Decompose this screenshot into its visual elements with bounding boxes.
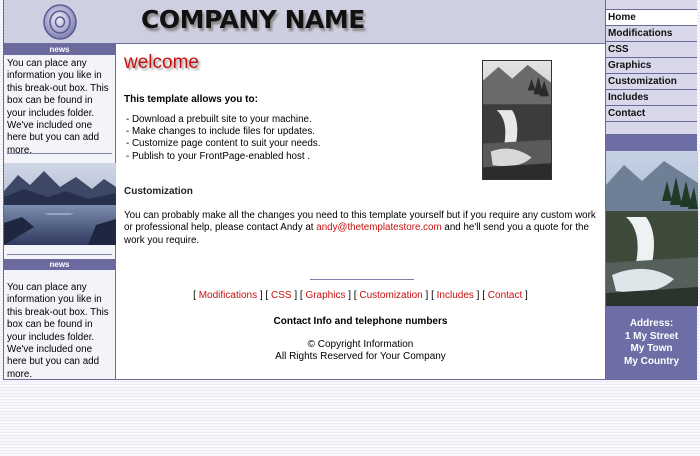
footer-link-customization[interactable]: Customization xyxy=(359,290,423,301)
lake-mountains-image xyxy=(4,163,116,245)
news-heading: news xyxy=(4,44,115,55)
nav-item-includes[interactable]: Includes xyxy=(606,90,697,106)
footer-link-includes[interactable]: Includes xyxy=(436,290,474,301)
company-logo-icon[interactable] xyxy=(42,3,78,41)
divider xyxy=(310,279,414,280)
customization-paragraph xyxy=(124,210,599,247)
nav-item-home[interactable]: Home xyxy=(606,10,697,26)
footer-links: [ Modifications ] [ CSS ] [ Graphics ] [ Customization ] [ Includes ] [ Contact ] xyxy=(193,290,528,301)
feature-list xyxy=(126,114,320,163)
allows-heading: This template allows you to: xyxy=(124,94,258,105)
address-label: Address: xyxy=(629,318,674,329)
nav-item-contact[interactable]: Contact xyxy=(606,106,697,122)
footer-link-css[interactable]: CSS xyxy=(270,290,292,301)
company-name: COMPANY NAME xyxy=(141,5,365,34)
right-sidebar xyxy=(605,0,697,379)
nav-spacer xyxy=(606,122,697,135)
copyright-line: All Rights Reserved for Your Company xyxy=(275,351,446,362)
left-sidebar xyxy=(4,44,116,379)
address-line: My Country xyxy=(624,355,679,367)
main-content xyxy=(116,44,605,379)
waterfall-image xyxy=(482,60,552,180)
copyright-line: © Copyright Information xyxy=(307,339,414,350)
address-line: 1 My Street xyxy=(624,330,679,342)
footer-link-modifications[interactable]: Modifications xyxy=(198,290,258,301)
nav-item-css[interactable]: CSS xyxy=(606,42,697,58)
copyright xyxy=(116,339,605,363)
paragraph-text: You can probably make all the changes you need to this template yourself but if you require any custom work or professional help, please contact Andy at xyxy=(124,210,596,234)
header xyxy=(4,0,605,44)
footer-link-graphics[interactable]: Graphics xyxy=(305,290,346,301)
address-line: My Town xyxy=(630,343,673,354)
nav-item-customization[interactable]: Customization xyxy=(606,74,697,90)
waterfall-color-image xyxy=(606,151,698,306)
list-item: - Make changes to include files for updates. xyxy=(126,126,315,138)
list-item: - Customize page content to suit your needs. xyxy=(126,138,321,150)
nav-item-graphics[interactable]: Graphics xyxy=(606,58,697,74)
paragraph-text: and he'll send you a quote for the work you require. xyxy=(124,222,589,246)
nav-spacer xyxy=(606,135,697,151)
list-item: - Publish to your FrontPage-enabled host . xyxy=(126,150,311,162)
contact-info: Contact Info and telephone numbers xyxy=(273,316,448,327)
nav-item-modifications[interactable]: Modifications xyxy=(606,26,697,42)
news-text: You can place any information you like in this break-out box. This box can be found in your includes folder. We've included one here but you can add more. xyxy=(7,282,109,380)
nav-spacer xyxy=(606,0,697,10)
welcome-heading: welcome xyxy=(124,52,199,73)
list-item: - Download a prebuilt site to your machine. xyxy=(126,114,312,125)
page-container xyxy=(3,0,697,380)
news-heading: news xyxy=(4,259,115,270)
address-block xyxy=(606,306,697,368)
customization-heading: Customization xyxy=(124,186,193,197)
footer-link-contact[interactable]: Contact xyxy=(487,290,523,301)
news-text: You can place any information you like in this break-out box. This box can be found in your includes folder. We've included one here but you can add more. xyxy=(7,58,109,156)
email-link[interactable]: andy@thetemplatestore.com xyxy=(316,222,442,234)
